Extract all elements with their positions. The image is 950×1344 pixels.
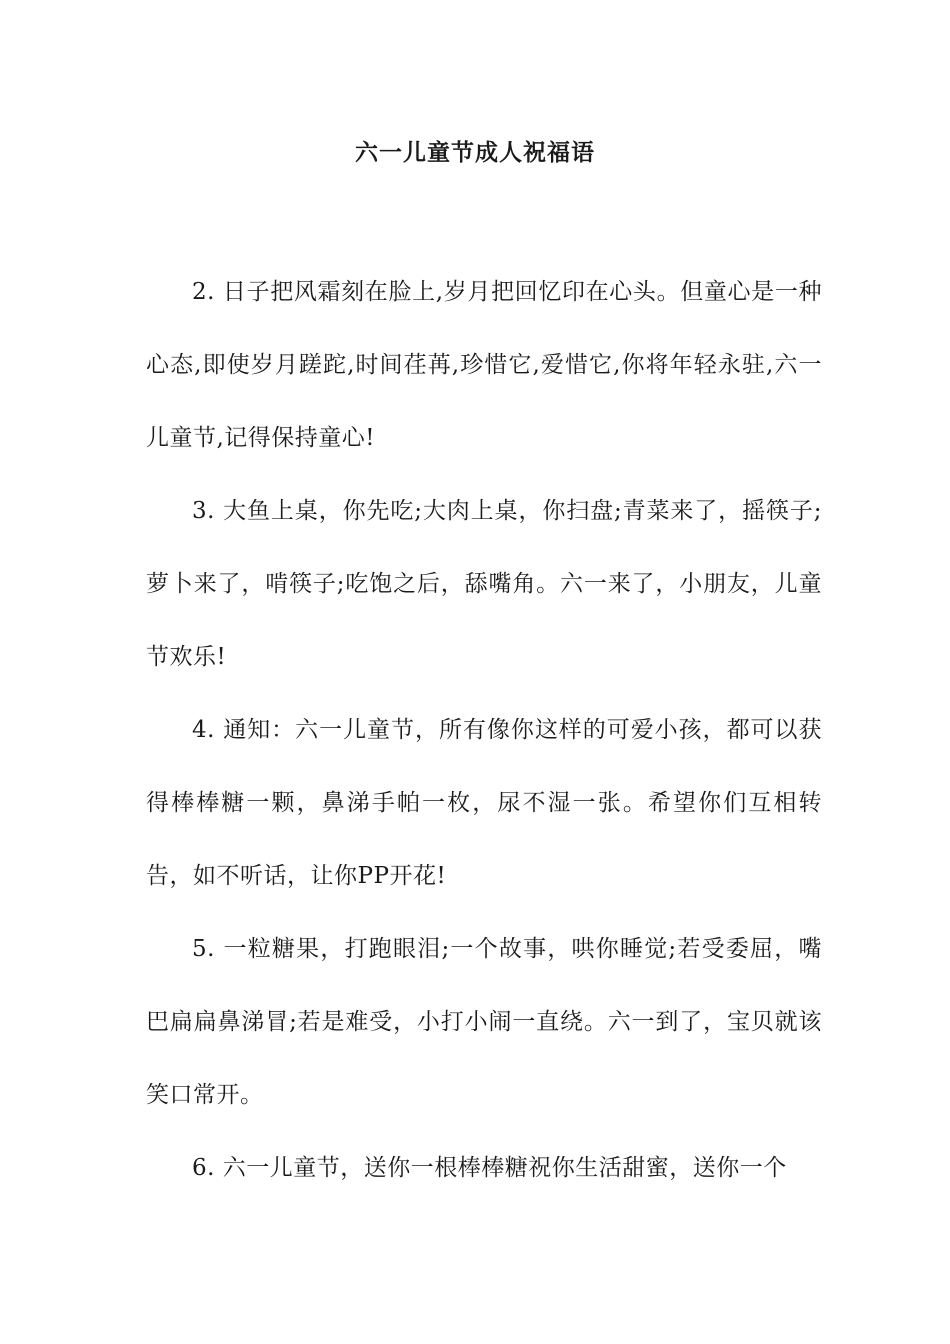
paragraph-2: 2. 日子把风霜刻在脸上,岁月把回忆印在心头。但童心是一种心态,即使岁月蹉跎,时间荏苒,珍惜它,爱惜它,你将年轻永驻,六一儿童节,记得保持童心! (146, 279, 822, 451)
paragraph-4: 4. 通知：六一儿童节，所有像你这样的可爱小孩，都可以获得棒棒糖一颗，鼻涕手帕一枚，尿不湿一张。希望你们互相转告，如不听话，让你PP开花! (146, 717, 822, 889)
paragraph-3: 3. 大鱼上桌，你先吃;大肉上桌，你扫盘;青菜来了，摇筷子;萝卜来了，啃筷子;吃饱之后，舔嘴角。六一来了，小朋友，儿童节欢乐! (146, 498, 822, 670)
paragraph-5: 5. 一粒糖果，打跑眼泪;一个故事，哄你睡觉;若受委屈，嘴巴扁扁鼻涕冒;若是难受，小打小闹一直绕。六一到了，宝贝就该笑口常开。 (146, 936, 822, 1108)
document-body (146, 256, 822, 1205)
paragraph-6: 6. 六一儿童节，送你一根棒棒糖祝你生活甜蜜，送你一个 (192, 1155, 787, 1181)
document-title: 六一儿童节成人祝福语 (355, 140, 595, 166)
